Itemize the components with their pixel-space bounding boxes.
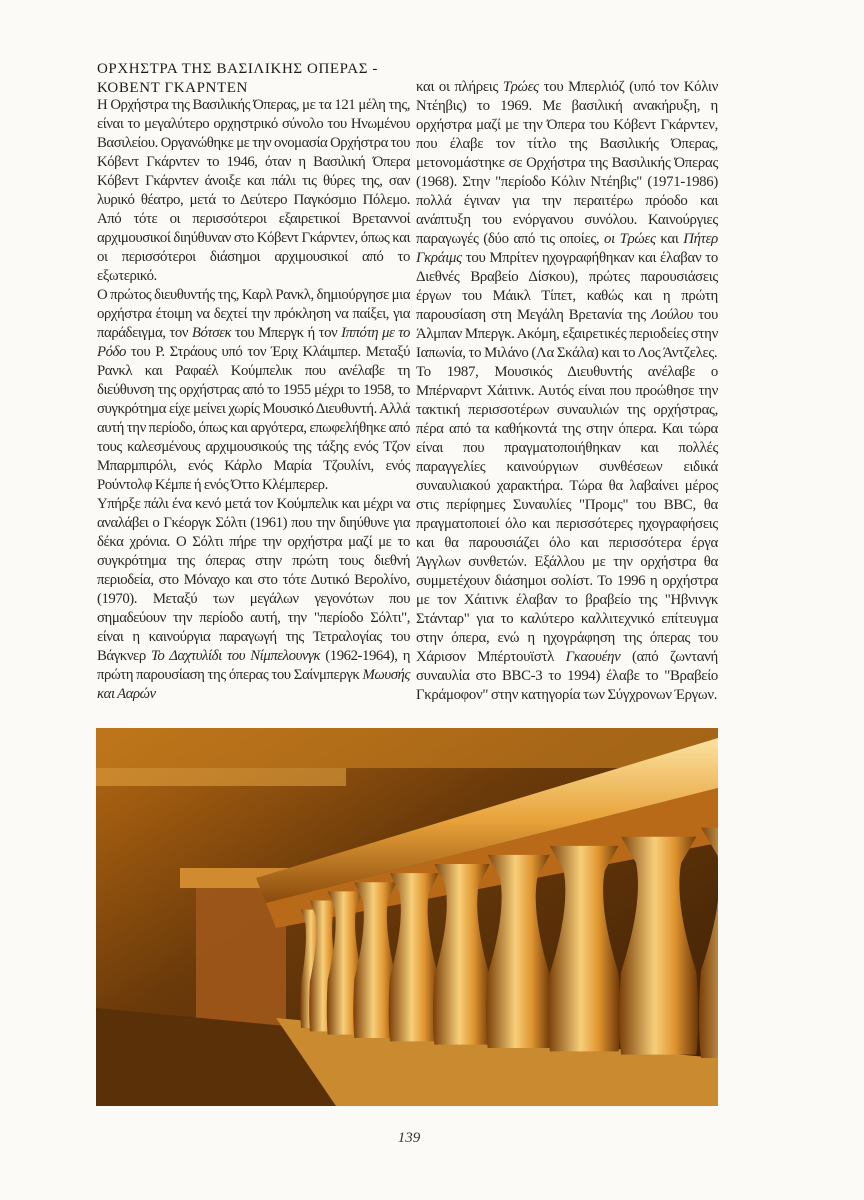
italic-title: Μωυσής και Ααρών: [97, 667, 410, 702]
text-run: του Μπρίτεν ηχογραφήθηκαν και έλαβαν το Διεθνές Βραβείο Δίσκου), πρώτες παρουσιάσεις έργων του Μάικλ Τίπετ, καθώς και η πρώτη παρουσίαση στη Μεγάλη Βρετανία της: [416, 250, 718, 323]
italic-title: οι Τρώες: [604, 231, 656, 247]
italic-title: Τρώες: [502, 79, 539, 95]
text-run: Η Ορχήστρα της Βασιλικής Όπερας, με τα 121 μέλη της, είναι το μεγαλύτερο ορχηστρικό σύνολο του Ηνωμένου Βασιλείου. Οργανώθηκε με την ονομασία Ορχήστρα του Κόβεντ Γκάρντεν το 1946, όταν η Βασιλική Όπερα Κόβεντ Γκάρντεν άνοιξε και πάλι τις θύρες της, σαν λυρικό θέατρο, μετά το Δεύτερο Παγκόσμιο Πόλεμο. Από τότε οι περισσότεροι εξαιρετικοί Βρεταννοί αρχιμουσικοί διηύθυναν στο Κόβεντ Γκάρντεν, όπως και οι περισσότεροι διάσημοι αρχιμουσικοί από το εξωτερικό.: [97, 97, 410, 284]
right-column: [416, 78, 718, 705]
italic-title: Λούλου: [651, 307, 694, 323]
text-run: Το 1987, Μουσικός Διευθυντής ανέλαβε ο Μπέρναρντ Χάιτινκ. Αυτός είναι που προώθησε την τακτική περισσοτέρων συναυλιών της ορχήστρας, πέρα από τα καθήκοντά της στην όπερα. Και τώρα είναι που πραγματοποιήθηκαν και πολλές παραγγελίες καινούργιων συνθέσεων ειδικά συναυλιακού χαρακτήρα. Τώρα θα λαβαίνει μέρος στις περίφημες Συναυλίες "Προμς" του BBC, θα πραγματοποιεί όλο και περισσότερες ηχογραφήσεις και θα παρουσιάζει όλο και περισσότερα έργα Άγγλων συνθετών. Εξάλλου με την ορχήστρα θα συμμετέχουν διάσημοι σολίστ. Το 1996 η ορχήστρα με τον Χάιτινκ έλαβαν το βραβείο της "Ηβνινγκ Στάνταρ" για το καλύτερο καλλιτεχνικό επίτευγμα στην όπερα, ενώ η ηχογράφηση της όπερας του Χάρισον Μπέρτουϊστλ: [416, 364, 718, 665]
title-line: ΟΡΧΗΣΤΡΑ ΤΗΣ ΒΑΣΙΛΙΚΗΣ ΟΠΕΡΑΣ -: [97, 61, 378, 77]
text-run: Υπήρξε πάλι ένα κενό μετά τον Κούμπελικ και μέχρι να αναλάβει ο Γκέοργκ Σόλτι (1961) που την διηύθυνε για δέκα χρόνια. Ο Σόλτι πήρε την ορχήστρα μαζί με το συγκρότημα της όπερας στην πρώτη τους διεθνή περιοδεία, στο Μόναχο και στο τότε Δυτικό Βερολίνο, (1970). Μεταξύ των μεγάλων γεγονότων που σημαδεύουν την περίοδο αυτή, την "περίοδο Σόλτι", είναι η καινούργια παραγωγή της Τετραλογίας του Βάγκνερ: [97, 496, 410, 664]
text-run: και οι πλήρεις: [416, 79, 503, 95]
text-run: του Ρ. Στράους υπό τον Έριχ Κλάιμπερ. Μεταξύ Ρανκλ και Ραφαέλ Κούμπελικ που ανέλαβε τη διεύθυνση της ορχήστρας από το 1955 μέχρι το 1958, το συγκρότημα είχε μείνει χωρίς Μουσικό Διευθυντή. Αλλά αυτή την περίοδο, όπως και αργότερα, επωφελήθηκε από τους καλεσμένους αρχιμουσικούς της τάξης ενός Τζον Μπαρμπιρόλι, ενός Κάρλο Μαρία Τζουλίνι, ενός Ρούντολφ Κέμπε ή ενός Όττο Κλέμπερερ.: [97, 344, 410, 493]
text-run: και: [655, 231, 684, 247]
italic-title: Το Δαχτυλίδι του Νίμπελουνγκ: [150, 648, 321, 664]
paragraph: [97, 495, 410, 704]
text-run: Ο πρώτος διευθυντής της, Καρλ Ρανκλ, δημιούργησε μια ορχήστρα έτοιμη να δεχτεί την πρόκληση να παίξει, για παράδειγμα, τον: [97, 287, 410, 341]
text-run: του Άλμπαν Μπεργκ. Ακόμη, εξαιρετικές περιοδείες στην Ιαπωνία, το Μιλάνο (Λα Σκάλα) και το Λος Άντζελες.: [416, 307, 719, 361]
paragraph: [416, 78, 718, 363]
text-run: του Μπερλιόζ (υπό τον Κόλιν Ντέηβις) το 1969. Με βασιλική ανακήρυξη, η ορχήστρα μαζί με την Όπερα του Κόβεντ Γκάρντεν, που έλαβε τον τίτλο της Βασιλικής Όπερας, μετονομάστηκε σε Ορχήστρα της Βασιλικής Όπερας (1968). Στην "περίοδο Κόλιν Ντέηβις" (1971-1986) πολλά έγιναν για την περαιτέρω πρόοδο και ανάπτυξη του ενόργανου συνόλου. Καινούργιες παραγωγές (δύο από τις οποίες,: [416, 79, 718, 247]
text-run: του Μπεργκ ή τον: [231, 325, 342, 341]
article-title: [97, 60, 417, 98]
paragraph: [97, 96, 410, 286]
balustrade-photo: [96, 728, 718, 1106]
left-column: [97, 96, 410, 704]
italic-title: Γκαουέην: [565, 649, 621, 665]
text-run: (1962-1964), η πρώτη παρουσίαση της όπερας του Σαίνμπεργκ: [97, 648, 411, 683]
paragraph: [416, 363, 718, 705]
text-run: (από ζωντανή συναυλία στο BBC-3 το 1994) έλαβε το "Βραβείο Γκράμοφον" στην κατηγορία των Σύγχρονων Έργων.: [416, 649, 718, 703]
page-number: 139: [397, 1130, 421, 1146]
title-line: ΚΟΒΕΝΤ ΓΚΑΡΝΤΕΝ: [97, 80, 248, 96]
italic-title: Βότσεκ: [191, 325, 232, 341]
italic-title: Πήτερ Γκράιμς: [416, 231, 718, 266]
paragraph: [97, 286, 410, 495]
italic-title: Ιππότη με το Ρόδο: [97, 325, 410, 360]
